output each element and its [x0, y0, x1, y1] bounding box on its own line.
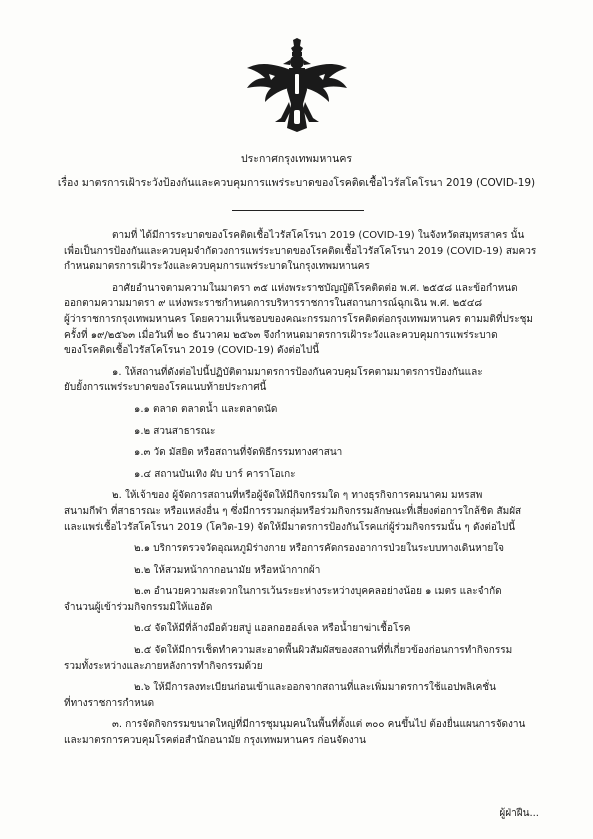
text-line: ยับยั้งการแพร่ระบาดของโรคแนบท้ายประกาศนี้ [64, 382, 267, 394]
text-line: อาศัยอำนาจตามความในมาตรา ๓๕ แห่งพระราชบัญญัติโรคติดต่อ พ.ศ. ๒๕๕๘ และข้อกำหนด [112, 282, 518, 294]
text-line: รวมทั้งระหว่างและภายหลังการทำกิจกรรมด้วย [64, 660, 263, 672]
title-divider [232, 210, 364, 211]
text-line: และแพร่เชื้อไวรัสโคโรนา 2019 (โควิด-19) จัดให้มีมาตรการป้องกันโรคแก่ผู้ร่วมกิจกรรมนั้น ๆ ดังต่อไปนี้ [64, 521, 516, 533]
text-line: เพื่อเป็นการป้องกันและควบคุมจำกัดวงการแพร่ระบาดของโรคติดเชื้อไวรัสโคโรนา 2019 (COVID-19) สมควร [64, 245, 537, 257]
announcement-title: ประกาศกรุงเทพมหานคร [241, 153, 352, 165]
clause-2 [64, 488, 548, 535]
text-line: จำนวนผู้เข้าร่วมกิจกรรมมิให้แออัด [64, 601, 213, 613]
continuation-marker: ผู้ฝ่าฝืน... [499, 808, 539, 819]
list-item: ๑.๓ วัด มัสยิด หรือสถานที่จัดพิธีกรรมทางศาสนา [134, 447, 343, 459]
intro-paragraph [64, 228, 548, 275]
text-line: และมาตรการควบคุมโรคต่อสำนักอนามัย กรุงเทพมหานคร ก่อนจัดงาน [64, 735, 366, 747]
announcement-subject: เรื่อง มาตรการเฝ้าระวังป้องกันและควบคุมการแพร่ระบาดของโรคติดเชื้อไวรัสโคโรนา 2019 (COVID-19) [57, 177, 536, 189]
authority-paragraph [64, 281, 548, 359]
text-line: ๒.๕ จัดให้มีการเช็ดทำความสะอาดพื้นผิวสัมผัสของสถานที่ที่เกี่ยวข้องก่อนการทำกิจกรรม [134, 645, 513, 657]
list-item [64, 584, 548, 615]
text-line: สนามกีฬา ที่สาธารณะ หรือแหล่งอื่น ๆ ซึ่งมีการรวมกลุ่มหรือร่วมกิจกรรมลักษณะที่เสี่ยงต่อการใกล้ชิด สัมผัส [64, 505, 522, 517]
text-line: ผู้ว่าราชการกรุงเทพมหานคร โดยความเห็นชอบของคณะกรรมการโรคติดต่อกรุงเทพมหานคร ตามมติที่ประชุม [64, 313, 533, 325]
text-line: ครั้งที่ ๑๙/๒๕๖๓ เมื่อวันที่ ๒๐ ธันวาคม ๒๕๖๓ จึงกำหนดมาตรการเฝ้าระวังและควบคุมการแพร่ระบาด [64, 329, 498, 341]
text-line: ๓. การจัดกิจกรรมขนาดใหญ่ที่มีการชุมนุมคนในพื้นที่ตั้งแต่ ๓๐๐ คนขึ้นไป ต้องยื่นแผนการจัดงาน [112, 719, 526, 731]
text-line: ที่ทางราชการกำหนด [64, 697, 155, 709]
list-item: ๑.๒ สวนสาธารณะ [134, 425, 216, 437]
list-item [64, 643, 548, 674]
text-line: กำหนดมาตรการเฝ้าระวังและควบคุมการแพร่ระบาดในกรุงเทพมหานคร [64, 261, 370, 273]
text-line: ๒.๖ ให้มีการลงทะเบียนก่อนเข้าและออกจากสถานที่และเพิ่มมาตรการใช้แอปพลิเคชั่น [134, 682, 496, 694]
clause-3 [64, 717, 548, 748]
text-line: ออกตามความมาตรา ๙ แห่งพระราชกำหนดการบริหารราชการในสถานการณ์ฉุกเฉิน พ.ศ. ๒๕๔๘ [64, 298, 483, 310]
text-line: ๒. ให้เจ้าของ ผู้จัดการสถานที่หรือผู้จัดให้มีกิจกรรมใด ๆ ทางธุรกิจการคมนาคม มหรสพ [112, 490, 483, 502]
text-line: ๒.๓ อำนวยความสะดวกในการเว้นระยะห่างระหว่างบุคคลอย่างน้อย ๑ เมตร และจำกัด [134, 586, 502, 598]
list-item: ๒.๑ บริการตรวจวัดอุณหภูมิร่างกาย หรือการคัดกรองอาการป่วยในระบบทางเดินหายใจ [134, 543, 504, 555]
text-line: ของโรคติดเชื้อไวรัสโคโรนา 2019 (COVID-19) ดังต่อไปนี้ [64, 345, 320, 357]
list-item: ๑.๑ ตลาด ตลาดน้ำ และตลาดนัด [134, 403, 278, 415]
announcement-body [64, 228, 548, 755]
list-item: ๒.๒ ให้สวมหน้ากากอนามัย หรือหน้ากากผ้า [134, 564, 321, 576]
list-item: ๑.๔ สถานบันเทิง ผับ บาร์ คาราโอเกะ [134, 468, 296, 480]
clause-1 [64, 365, 548, 396]
text-line: ๑. ให้สถานที่ดังต่อไปนี้ปฏิบัติตามมาตรการป้องกันควบคุมโรคตามมาตรการป้องกันและ [112, 366, 483, 378]
list-item [64, 680, 548, 711]
garuda-emblem-icon [241, 38, 353, 133]
list-item: ๒.๔ จัดให้มีที่ล้างมือด้วยสบู่ แอลกอฮอล์เจล หรือน้ำยาฆ่าเชื้อโรค [134, 623, 411, 635]
text-line: ตามที่ ได้มีการระบาดของโรคติดเชื้อไวรัสโคโรนา 2019 (COVID-19) ในจังหวัดสมุทรสาคร นั้น [112, 230, 525, 241]
